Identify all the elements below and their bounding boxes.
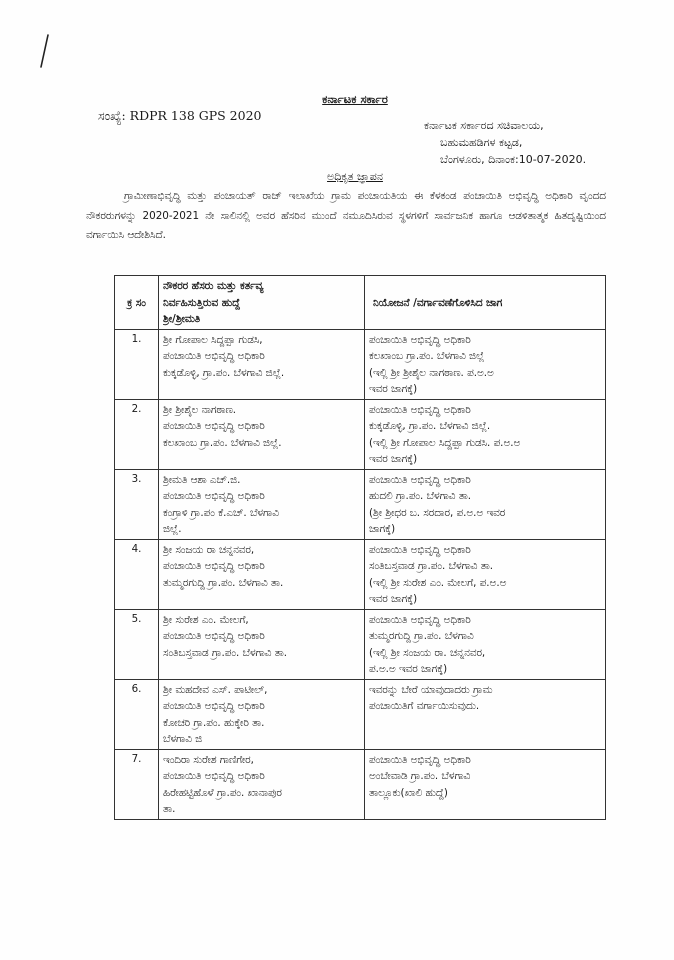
row-allocation	[365, 329, 606, 399]
cell-line: ಸಂತಿಬಸ್ತವಾಡ ಗ್ರಾ.ಪಂ. ಬೆಳಗಾವಿ ತಾ.	[369, 560, 494, 572]
cell-line: ಶ್ರೀ ಮಹದೇವ ಎಸ್. ಪಾಟೀಲ್,	[163, 683, 268, 696]
cell-line: ಪಂಚಾಯಿತಿ ಅಭಿವೃದ್ಧಿ ಅಧಿಕಾರಿ	[369, 333, 471, 346]
cell-line: ಪಂಚಾಯಿತಿ ಅಭಿವೃದ್ಧಿ ಅಧಿಕಾರಿ	[163, 490, 265, 502]
row-serial: 6.	[115, 679, 159, 749]
cell-line: ಕುಕ್ಕಡೊಳ್ಳಿ, ಗ್ರಾ.ಪಂ. ಬೆಳಗಾವಿ ಜಿಲ್ಲೆ.	[369, 420, 491, 432]
cell-line: ಪಂಚಾಯಿತಿ ಅಭಿವೃದ್ಧಿ ಅಧಿಕಾರಿ	[163, 700, 265, 712]
cell-line: ಶ್ರೀಮತಿ ಆಶಾ ಎಚ್.ಜಿ.	[163, 473, 241, 486]
cell-line: ತಾಲ್ಲೂಕು(ಖಾಲಿ ಹುದ್ದೆ)	[369, 786, 448, 799]
row-serial: 7.	[115, 749, 159, 819]
cell-line: ಬೆಳಗಾವಿ ಜಿ	[163, 733, 203, 745]
header-name	[159, 276, 365, 330]
cell-line: ಕುಕ್ಕಡೊಳ್ಳಿ, ಗ್ರಾ.ಪಂ. ಬೆಳಗಾವಿ ಜಿಲ್ಲೆ.	[163, 366, 285, 379]
cell-line: ಕಲಖಾಂಬ ಗ್ರಾ.ಪಂ. ಬೆಳಗಾವಿ ಜಿಲ್ಲೆ.	[163, 436, 282, 449]
table-row	[115, 329, 606, 399]
row-name	[159, 469, 365, 539]
row-allocation	[365, 399, 606, 469]
cell-line: ಶ್ರೀ ಗೋಪಾಲ ಸಿದ್ದಪ್ಪಾ ಗುಡಸಿ,	[163, 333, 263, 346]
row-allocation	[365, 679, 606, 749]
office-address	[424, 117, 624, 168]
row-allocation	[365, 609, 606, 679]
cell-line: ಪಂಚಾಯಿತಿ ಅಭಿವೃದ್ಧಿ ಅಧಿಕಾರಿ	[369, 543, 471, 556]
row-serial: 1.	[115, 329, 159, 399]
cell-line: ಪಂಚಾಯಿತಿ ಅಭಿವೃದ್ಧಿ ಅಧಿಕಾರಿ	[163, 770, 265, 782]
cell-line: ಜಾಗಕ್ಕೆ)	[369, 523, 396, 535]
row-serial: 5.	[115, 609, 159, 679]
header-serial: ಕ್ರ ಸಂ	[115, 276, 159, 330]
cell-line: (ಇಲ್ಲಿ ಶ್ರೀ ಸಂಜಯ ರಾ. ಚನ್ನನವರ,	[369, 646, 486, 659]
table-row	[115, 539, 606, 609]
cell-line: ಶ್ರೀ ಸುರೇಶ ಎಂ. ಮೇಲಗೆ,	[163, 613, 249, 626]
row-serial: 2.	[115, 399, 159, 469]
cell-line: ಕೋಚರಿ ಗ್ರಾ.ಪಂ. ಹುಕ್ಕೇರಿ ತಾ.	[163, 716, 265, 729]
table-row	[115, 469, 606, 539]
row-serial: 3.	[115, 469, 159, 539]
row-name	[159, 399, 365, 469]
table-header-row	[115, 276, 606, 330]
table-row	[115, 609, 606, 679]
row-serial: 4.	[115, 539, 159, 609]
cell-line: ಪ.ಅ.ಅ ಇವರ ಜಾಗಕ್ಕೆ)	[369, 663, 448, 675]
header-name-line: ನಿರ್ವಹಿಸುತ್ತಿರುವ ಹುದ್ದೆ	[163, 296, 241, 309]
row-allocation	[365, 469, 606, 539]
cell-line: ಶ್ರೀ ಶ್ರೀಶೈಲ ನಾಗಠಾಣ.	[163, 403, 237, 416]
row-name	[159, 329, 365, 399]
cell-line: ಪಂಚಾಯಿತಿ ಅಭಿವೃದ್ಧಿ ಅಧಿಕಾರಿ	[369, 473, 471, 486]
cell-line: ಪಂಚಾಯಿತಿ ಅಭಿವೃದ್ಧಿ ಅಧಿಕಾರಿ	[163, 350, 265, 362]
notice-title: ಅಧಿಕೃತ ಜ್ಞಾಪನ	[327, 170, 383, 183]
cell-line: ಪಂಚಾಯಿತಿ ಅಭಿವೃದ್ಧಿ ಅಧಿಕಾರಿ	[163, 420, 265, 432]
cell-line: ಹುದಲಿ ಗ್ರಾ.ಪಂ. ಬೆಳಗಾವಿ ತಾ.	[369, 490, 472, 502]
cell-line: ತಾ.	[163, 803, 176, 815]
cell-line: ಅಂಬೇವಾಡಿ ಗ್ರಾ.ಪಂ. ಬೆಳಗಾವಿ	[369, 770, 471, 782]
cell-line: (ಇಲ್ಲಿ ಶ್ರೀ ಗೋಪಾಲ ಸಿದ್ದಪ್ಪಾ ಗುಡಸಿ. ಪ.ಅ.ಅ	[369, 436, 521, 449]
transfer-table	[114, 275, 606, 820]
cell-line: ಪಂಚಾಯಿತಿ ಅಭಿವೃದ್ಧಿ ಅಧಿಕಾರಿ	[369, 403, 471, 416]
row-name	[159, 539, 365, 609]
cell-line: ಇವರ ಜಾಗಕ್ಕೆ)	[369, 453, 418, 465]
header-name-line: ಶ್ರೀ/ಶ್ರೀಮತಿ	[163, 313, 201, 325]
intro-paragraph: ಗ್ರಾಮೀಣಾಭಿವೃದ್ಧಿ ಮತ್ತು ಪಂಚಾಯತ್ ರಾಜ್ ಇಲಾಖೆಯ ಗ್ರಾಮ ಪಂಚಾಯತಿಯ ಈ ಕೆಳಕಂಡ ಪಂಚಾಯಿತಿ ಅಭಿವೃದ್ಧಿ ಅಧಿಕಾರಿ ವೃಂದದ ನೌಕರರುಗಳನ್ನು 2020-2021 ನೇ ಸಾಲಿನಲ್ಲಿ ಅವರ ಹೆಸರಿನ ಮುಂದೆ ನಮೂದಿಸಿರುವ ಸ್ಥಳಗಳಿಗೆ ಸಾರ್ವಜನಿಕ ಹಾಗೂ ಆಡಳಿತಾತ್ಮಕ ಹಿತದೃಷ್ಟಿಯಿಂದ ವರ್ಗಾಯಿಸಿ ಆದೇಶಿಸಿದೆ.	[86, 190, 606, 241]
cell-line: ಇವರ ಜಾಗಕ್ಕೆ)	[369, 593, 418, 605]
address-line: ಬಹುಮಹಡಿಗಳ ಕಟ್ಟಡ,	[440, 136, 523, 149]
cell-line: ಕಲಖಾಂಬ ಗ್ರಾ.ಪಂ. ಬೆಳಗಾವಿ ಜಿಲ್ಲೆ	[369, 350, 485, 362]
row-allocation	[365, 539, 606, 609]
cell-line: (ಇಲ್ಲಿ ಶ್ರೀ ಶ್ರೀಶೈಲ ನಾಗಠಾಣ. ಪ.ಅ.ಅ	[369, 366, 494, 379]
cell-line: ಸಂತಿಬಸ್ತವಾಡ ಗ್ರಾ.ಪಂ. ಬೆಳಗಾವಿ ತಾ.	[163, 646, 288, 659]
address-line-date: ಬೆಂಗಳೂರು, ದಿನಾಂಕ:10-07-2020.	[440, 153, 587, 166]
cell-line: (ಶ್ರೀ ಶ್ರೀಧರ ಬ. ಸರದಾರ, ಪ.ಅ.ಅ ಇವರ	[369, 506, 506, 519]
cell-line: ಕಂಗ್ರಾಳಿ ಗ್ರಾ.ಪಂ ಕೆ.ಎಚ್. ಬೆಳಗಾವಿ	[163, 506, 279, 519]
cell-line: ಪಂಚಾಯಿತಿ ಅಭಿವೃದ್ಧಿ ಅಧಿಕಾರಿ	[163, 630, 265, 642]
cell-line: (ಇಲ್ಲಿ ಶ್ರೀ ಸುರೇಶ ಎಂ. ಮೇಲಗೆ, ಪ.ಅ.ಅ	[369, 576, 507, 589]
government-title: ಕರ್ನಾಟಕ ಸರ್ಕಾರ	[322, 92, 388, 106]
cell-line: ತುಮ್ಮರಗುದ್ದಿ ಗ್ರಾ.ಪಂ. ಬೆಳಗಾವಿ ತಾ.	[163, 576, 284, 589]
cell-line: ಪಂಚಾಯಿತಿ ಅಭಿವೃದ್ಧಿ ಅಧಿಕಾರಿ	[369, 613, 471, 626]
row-name	[159, 679, 365, 749]
cell-line: ಜಿಲ್ಲೆ.	[163, 523, 182, 535]
cell-line: ಹಿರೇಹಟ್ಟಿಹೊಳೆ ಗ್ರಾ.ಪಂ. ಖಾನಾಪುರ	[163, 786, 282, 799]
order-number: ಸಂಖ್ಯೆ: RDPR 138 GPS 2020	[98, 108, 262, 123]
row-name	[159, 749, 365, 819]
header-allocation: ನಿಯೋಜನೆ /ವರ್ಗಾವಣೆಗೊಳಿಸಿದ ಜಾಗ	[365, 276, 606, 330]
table-row	[115, 399, 606, 469]
cell-line: ಶ್ರೀ ಸಂಜಯ ರಾ ಚನ್ನನವರ,	[163, 543, 255, 556]
cell-line: ಪಂಚಾಯಿತಿ ಅಭಿವೃದ್ಧಿ ಅಧಿಕಾರಿ	[163, 560, 265, 572]
cell-line: ಪಂಚಾಯಿತಿ ಅಭಿವೃದ್ಧಿ ಅಧಿಕಾರಿ	[369, 753, 471, 766]
pen-stroke-mark	[38, 34, 50, 68]
cell-line: ಇವರ ಜಾಗಕ್ಕೆ)	[369, 383, 418, 395]
cell-line: ಪಂಚಾಯಿತಿಗೆ ವರ್ಗಾಯಿಸುವುದು.	[369, 700, 480, 712]
cell-line: ತುಮ್ಮರಗುದ್ದಿ ಗ್ರಾ.ಪಂ. ಬೆಳಗಾವಿ	[369, 630, 474, 642]
row-allocation	[365, 749, 606, 819]
header-name-line: ನೌಕರರ ಹೆಸರು ಮತ್ತು ಕರ್ತವ್ಯ	[163, 280, 264, 292]
table-row	[115, 679, 606, 749]
address-line: ಕರ್ನಾಟಕ ಸರ್ಕಾರದ ಸಚಿವಾಲಯ,	[424, 119, 544, 132]
table-row	[115, 749, 606, 819]
cell-line: ಇಂದಿರಾ ಸುರೇಶ ಗಾಣಿಗೇರ,	[163, 753, 254, 766]
row-name	[159, 609, 365, 679]
cell-line: ಇವರನ್ನು ಬೇರೆ ಯಾವುದಾದರು ಗ್ರಾಮ	[369, 683, 493, 696]
